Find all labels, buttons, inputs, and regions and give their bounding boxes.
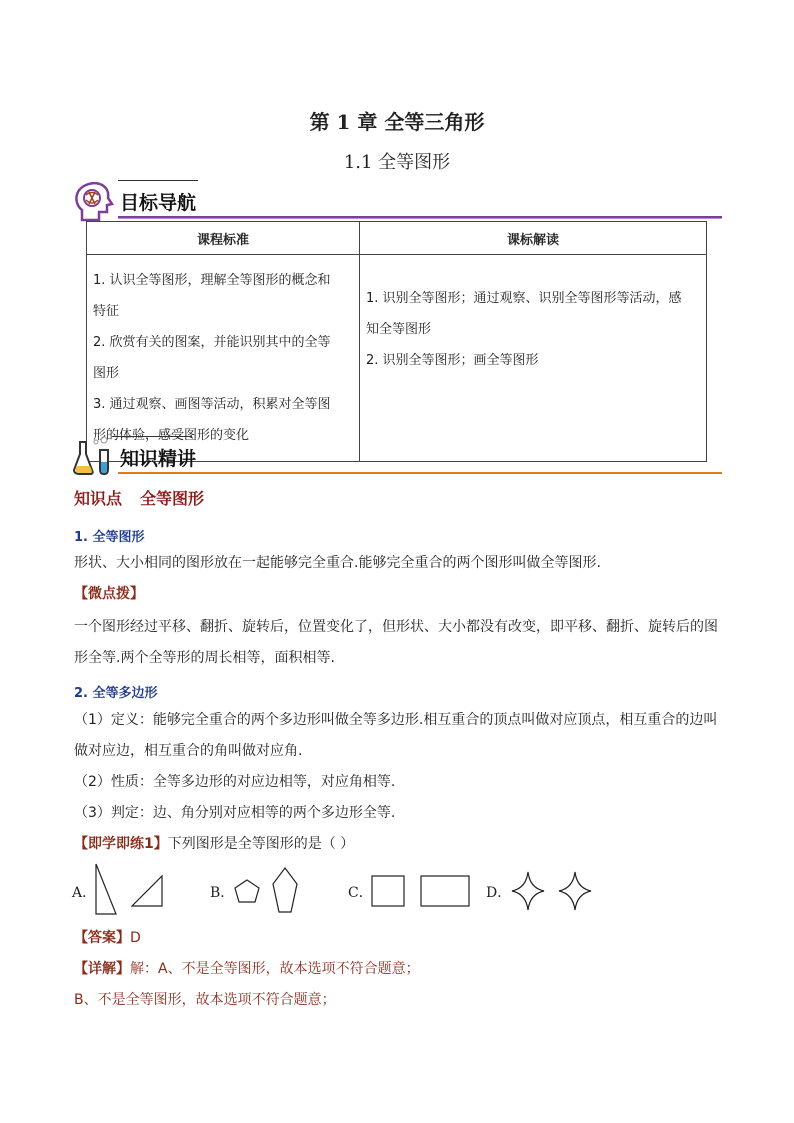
list-item: 1. 识别全等图形；通过观察、识别全等图形等活动，感 (366, 291, 682, 306)
option-d-label: D． (486, 885, 512, 901)
definition-line1: （1）定义：能够完全重合的两个多边形叫做全等多边形.相互重合的顶点叫做对应顶点，相互重合的边叫 (74, 712, 718, 728)
detail-line1 (74, 954, 420, 985)
criterion-text: （3）判定：边、角分别对应相等的两个多边形全等. (74, 805, 396, 821)
subheading-congruent-figures: 1. 全等图形 (74, 530, 145, 545)
option-a-triangles-figure (90, 862, 170, 918)
property-text: （2）性质：全等多边形的对应边相等，对应角相等. (74, 774, 396, 790)
list-item: 3. 通过观察、画图等活动，积累对全等图 (93, 397, 331, 412)
list-item: 1. 认识全等图形，理解全等图形的概念和 (93, 273, 331, 288)
answer-value: D (130, 930, 141, 946)
goals-section-header (72, 180, 722, 220)
course-standard-cell (87, 255, 360, 462)
subheading-congruent-polygons: 2. 全等多边形 (74, 686, 158, 701)
list-item: 2. 欣赏有关的图案，并能识别其中的全等 (93, 335, 331, 350)
point-title: 全等图形 (140, 489, 205, 508)
section-title: 1.1 全等图形 (343, 152, 451, 173)
exercise-label: 【即学即练1】 (74, 836, 168, 852)
option-c-label: C． (348, 885, 373, 901)
brain-head-icon (72, 180, 116, 220)
question-text: 下列图形是全等图形的是（ ） (167, 836, 355, 852)
goals-heading: 目标导航 (120, 192, 197, 214)
knowledge-point-title (74, 486, 204, 509)
options-row (0, 860, 794, 920)
list-item: 知全等图形 (366, 322, 432, 337)
detail-label: 【详解】 (74, 961, 130, 977)
tip-text-line2: 形全等.两个全等形的周长相等，面积相等. (74, 650, 335, 666)
list-item: 图形 (93, 366, 120, 381)
col1-header: 课程标准 (87, 222, 360, 255)
knowledge-section-header (72, 436, 722, 476)
option-b-pentagons-figure (230, 864, 302, 916)
list-item: 形的体验，感受图形的变化 (93, 428, 250, 443)
list-item: 特征 (93, 304, 120, 319)
definition-text: 形状、大小相同的图形放在一起能够完全重合.能够完全重合的两个图形叫做全等图形. (74, 555, 601, 571)
standard-interpretation-cell (360, 255, 707, 462)
point-label: 知识点 (74, 489, 123, 508)
detail-text: 解：A、不是全等图形，故本选项不符合题意； (130, 961, 420, 977)
lab-flask-icon (72, 436, 116, 476)
option-a-label: A． (72, 885, 97, 901)
option-d-stars-figure (506, 868, 596, 914)
tip-text-line1: 一个图形经过平移、翻折、旋转后，位置变化了，但形状、大小都没有改变，即平移、翻折、旋转后的图 (74, 619, 718, 635)
definition-line2: 做对应边，相互重合的角叫做对应角. (74, 743, 303, 759)
option-c-rectangles-figure (368, 872, 474, 908)
option-b-label: B． (210, 885, 235, 901)
answer-label: 【答案】 (74, 930, 130, 946)
list-item: 2. 识别全等图形；画全等图形 (366, 353, 539, 368)
chapter-title: 第 1 章 全等三角形 (309, 110, 485, 134)
knowledge-heading: 知识精讲 (120, 448, 197, 470)
answer-line (74, 923, 141, 954)
detail-line2: B、不是全等图形，故本选项不符合题意； (74, 992, 336, 1008)
tip-label: 【微点拨】 (74, 586, 144, 602)
goals-table (86, 221, 707, 462)
col2-header: 课标解读 (360, 222, 707, 255)
exercise-question (74, 829, 354, 860)
